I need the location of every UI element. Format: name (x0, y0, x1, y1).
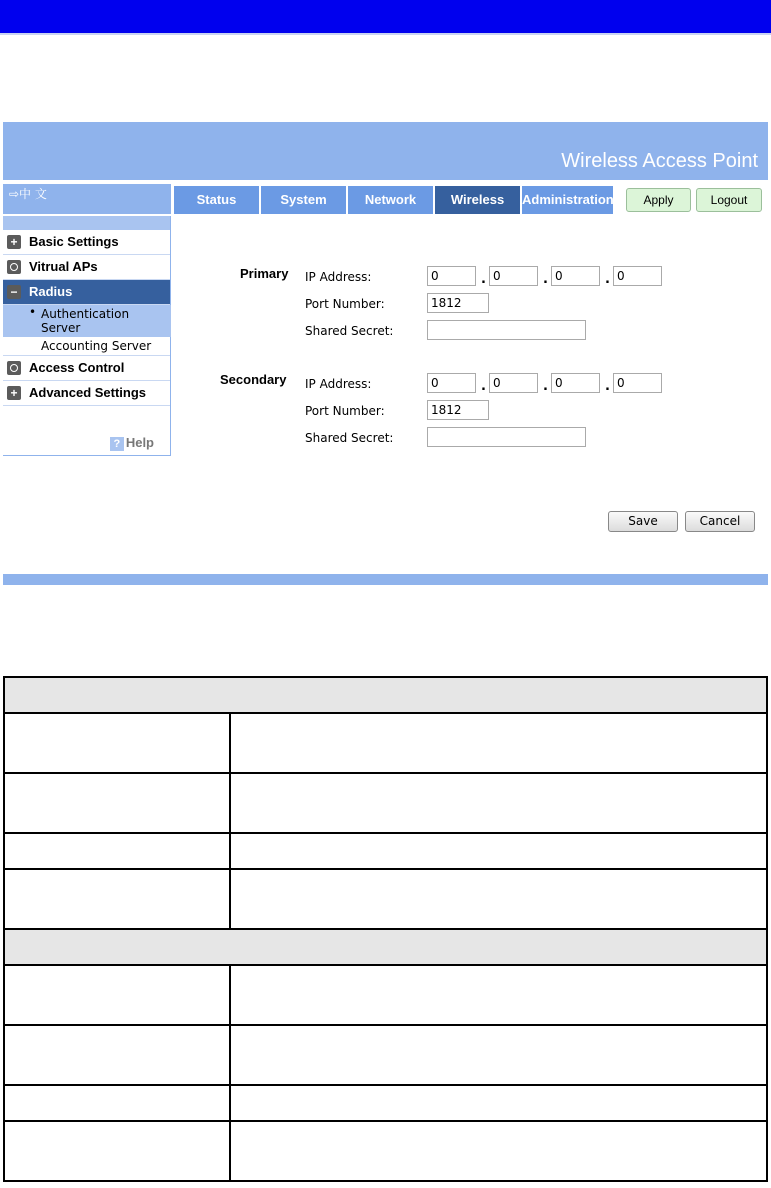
circle-icon (7, 260, 21, 274)
admin-panel (3, 122, 768, 579)
tab-system[interactable]: System (261, 186, 346, 214)
table-cell (230, 869, 767, 929)
table-cell (4, 713, 230, 773)
primary-ip-label: IP Address: (305, 270, 372, 284)
table-cell (4, 965, 230, 1025)
sidebar-item-virtual-aps[interactable] (3, 255, 170, 280)
table-cell (230, 773, 767, 833)
sidebar-item-radius[interactable] (3, 280, 170, 305)
banner (3, 122, 768, 180)
tab-status[interactable]: Status (174, 186, 259, 214)
help-link[interactable] (110, 435, 154, 451)
table-row (4, 869, 767, 929)
nav-bar (3, 184, 768, 214)
sidebar (3, 216, 171, 456)
secondary-secret-input[interactable] (427, 427, 586, 447)
table-cell (230, 1025, 767, 1085)
ip-separator: . (543, 272, 548, 287)
primary-ip-octet-1[interactable] (427, 266, 476, 286)
sidebar-item-advanced-settings[interactable] (3, 381, 170, 406)
expand-plus-icon: + (7, 235, 21, 249)
app-title: Wireless Access Point (561, 150, 758, 172)
sidebar-item-label: Radius (29, 284, 73, 299)
table-row (4, 713, 767, 773)
secondary-port-input[interactable] (427, 400, 489, 420)
table-row (4, 773, 767, 833)
help-question-icon: ? (110, 437, 124, 451)
tab-administration[interactable]: Administration (522, 186, 613, 214)
table-cell (230, 965, 767, 1025)
table-cell (4, 1085, 230, 1121)
sidebar-item-label: Vitrual APs (29, 259, 98, 274)
expand-plus-icon: + (7, 386, 21, 400)
table-cell (230, 1085, 767, 1121)
sidebar-subitem-authentication-server[interactable]: • Authentication Server (3, 305, 171, 337)
save-button[interactable]: Save (608, 511, 678, 532)
table-cell (230, 833, 767, 869)
top-divider (0, 33, 771, 35)
help-label: Help (125, 435, 154, 450)
table-cell (4, 1121, 230, 1181)
sidebar-item-label: Advanced Settings (29, 385, 147, 400)
table-cell (4, 869, 230, 929)
table-section-row (4, 929, 767, 965)
table-row (4, 1085, 767, 1121)
secondary-ip-label: IP Address: (305, 377, 372, 391)
tab-network[interactable]: Network (348, 186, 433, 214)
primary-heading: Primary (240, 266, 289, 281)
primary-ip-octet-4[interactable] (613, 266, 662, 286)
logout-button[interactable]: Logout (696, 188, 762, 212)
secondary-port-label: Port Number: (305, 404, 385, 418)
table-row (4, 833, 767, 869)
table-cell (4, 1025, 230, 1085)
primary-ip-octet-3[interactable] (551, 266, 600, 286)
secondary-secret-label: Shared Secret: (305, 431, 394, 445)
primary-secret-label: Shared Secret: (305, 324, 394, 338)
sidebar-item-label: Basic Settings (29, 234, 119, 249)
language-link[interactable]: ⇨中 文 (3, 184, 171, 214)
table-cell (230, 1121, 767, 1181)
cancel-button[interactable]: Cancel (685, 511, 755, 532)
secondary-ip-octet-2[interactable] (489, 373, 538, 393)
table-row (4, 1121, 767, 1181)
sidebar-subitem-accounting-server[interactable]: Accounting Server (41, 339, 152, 353)
top-color-bar (0, 0, 771, 33)
table-cell (4, 833, 230, 869)
sidebar-item-basic-settings[interactable] (3, 230, 170, 255)
primary-port-input[interactable] (427, 293, 489, 313)
secondary-ip-octet-1[interactable] (427, 373, 476, 393)
ip-separator: . (481, 379, 486, 394)
table-cell (4, 677, 767, 713)
panel-bottom-bar (3, 574, 768, 585)
sidebar-header (3, 216, 170, 230)
primary-port-label: Port Number: (305, 297, 385, 311)
primary-secret-input[interactable] (427, 320, 586, 340)
ip-separator: . (605, 379, 610, 394)
table-cell (4, 773, 230, 833)
ip-separator: . (543, 379, 548, 394)
tab-wireless[interactable]: Wireless (435, 186, 520, 214)
table-section-row (4, 677, 767, 713)
table-cell (4, 929, 767, 965)
primary-ip-octet-2[interactable] (489, 266, 538, 286)
ip-separator: . (481, 272, 486, 287)
description-table (3, 676, 768, 1182)
apply-button[interactable]: Apply (626, 188, 691, 212)
sidebar-item-access-control[interactable] (3, 355, 170, 381)
sidebar-item-label: Access Control (29, 360, 125, 375)
ip-separator: . (605, 272, 610, 287)
table-row (4, 1025, 767, 1085)
table-row (4, 965, 767, 1025)
collapse-minus-icon: − (7, 285, 21, 299)
secondary-ip-octet-3[interactable] (551, 373, 600, 393)
circle-icon (7, 361, 21, 375)
table-cell (230, 713, 767, 773)
secondary-heading: Secondary (220, 372, 287, 387)
secondary-ip-octet-4[interactable] (613, 373, 662, 393)
